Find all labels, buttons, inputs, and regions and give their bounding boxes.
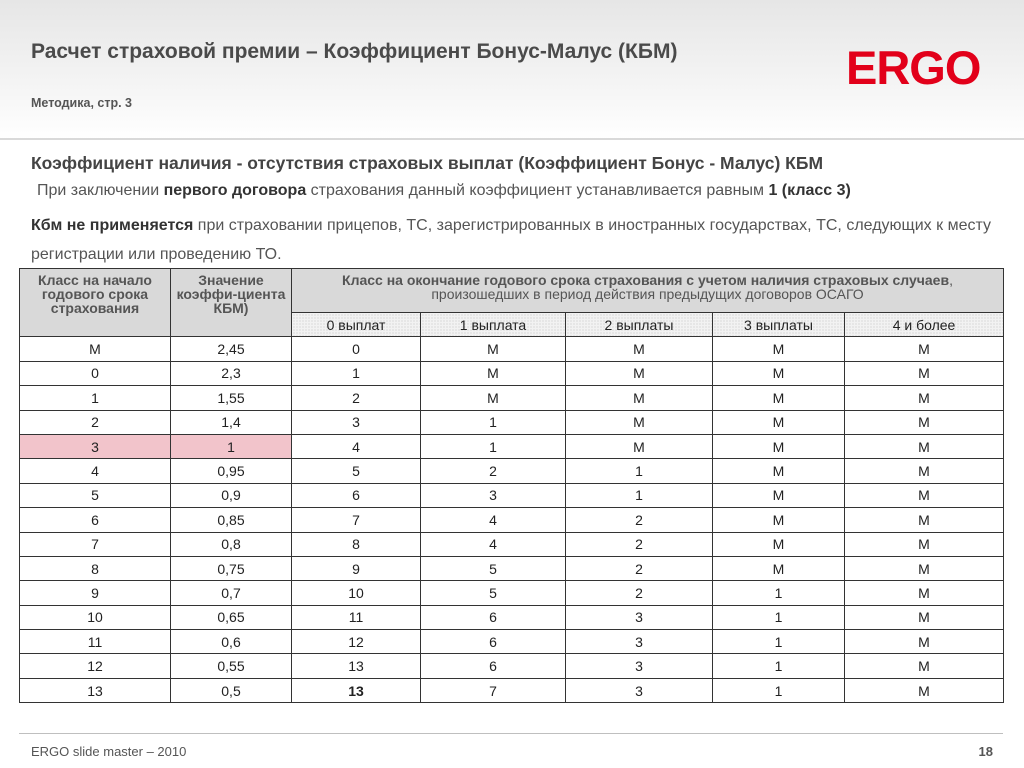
- table-row: [20, 532, 1004, 556]
- table-row: [20, 434, 1004, 458]
- table-cell: 0,65: [171, 605, 292, 629]
- section-heading: Коэффициент наличия - отсутствия страховых выплат (Коэффициент Бонус - Малус) КБМ: [31, 153, 824, 173]
- table-cell: 3: [292, 410, 421, 434]
- table-cell: 11: [292, 605, 421, 629]
- table-row: [20, 410, 1004, 434]
- table-cell: 3: [566, 678, 713, 702]
- table-cell: М: [713, 508, 845, 532]
- table-cell: 7: [292, 508, 421, 532]
- table-cell: 2: [421, 459, 566, 483]
- table-cell: 9: [292, 556, 421, 580]
- table-cell: 0: [292, 337, 421, 361]
- table-cell: М: [566, 410, 713, 434]
- table-cell: 0,8: [171, 532, 292, 556]
- table-cell: М: [566, 361, 713, 385]
- table-cell: М: [845, 337, 1004, 361]
- table-cell: М: [713, 459, 845, 483]
- table-cell: М: [845, 459, 1004, 483]
- table-cell: М: [713, 556, 845, 580]
- footer-text: ERGO slide master – 2010: [31, 744, 187, 759]
- table-cell: 3: [421, 483, 566, 507]
- table-cell: М: [421, 386, 566, 410]
- table-cell: 4: [421, 508, 566, 532]
- p1-bold-b: первого договора: [163, 182, 307, 199]
- table-cell: М: [421, 361, 566, 385]
- first-contract-paragraph: [37, 182, 851, 200]
- table-cell: М: [845, 483, 1004, 507]
- not-applied-paragraph: [31, 211, 991, 269]
- col-header-kbm-value: Значение коэффи-циента КБМ): [171, 269, 292, 337]
- table-cell: М: [845, 556, 1004, 580]
- table-cell: 6: [421, 630, 566, 654]
- table-cell: М: [713, 386, 845, 410]
- table-cell: 6: [421, 605, 566, 629]
- table-cell: 8: [292, 532, 421, 556]
- table-cell: М: [845, 605, 1004, 629]
- table-cell: 2: [20, 410, 171, 434]
- subheader-claims-1: 1 выплата: [421, 313, 566, 337]
- table-cell: 1: [713, 581, 845, 605]
- ergo-logo: ERGO: [846, 41, 981, 94]
- table-cell: 6: [421, 654, 566, 678]
- table-cell: 2: [566, 508, 713, 532]
- table-cell: М: [713, 361, 845, 385]
- group-header-bold: Класс на окончание годового срока страхования с учетом наличия страховых случаев: [342, 272, 950, 288]
- table-cell: 3: [566, 605, 713, 629]
- table-cell: 5: [20, 483, 171, 507]
- slide-subtitle: Методика, стр. 3: [31, 96, 133, 110]
- table-cell: 1,4: [171, 410, 292, 434]
- table-cell: 2,45: [171, 337, 292, 361]
- table-row: [20, 678, 1004, 702]
- table-cell: 4: [20, 459, 171, 483]
- table-cell: М: [845, 434, 1004, 458]
- table-cell: М: [845, 386, 1004, 410]
- table-cell: М: [713, 434, 845, 458]
- table-cell: 13: [292, 654, 421, 678]
- table-row: [20, 337, 1004, 361]
- slide-title: Расчет страховой премии – Коэффициент Бонус-Малус (КБМ): [31, 40, 678, 63]
- table-cell: 6: [292, 483, 421, 507]
- table-cell: 5: [421, 581, 566, 605]
- table-cell: М: [845, 630, 1004, 654]
- table-cell: 8: [20, 556, 171, 580]
- table-cell: 6: [20, 508, 171, 532]
- p2-text-b: при страховании прицепов, ТС, зарегистрированных в иностранных государствах, ТС, следующих к месту регистрации или проведению ТО.: [31, 217, 991, 263]
- table-cell: 3: [566, 630, 713, 654]
- table-cell: 10: [20, 605, 171, 629]
- table-cell: 0,85: [171, 508, 292, 532]
- table-cell: 13: [20, 678, 171, 702]
- table-cell: М: [566, 386, 713, 410]
- table-row: [20, 556, 1004, 580]
- table-cell: 7: [421, 678, 566, 702]
- table-cell: 1: [713, 605, 845, 629]
- subheader-claims-0: 0 выплат: [292, 313, 421, 337]
- table-row: [20, 361, 1004, 385]
- table-row: [20, 483, 1004, 507]
- table-cell: 1: [421, 434, 566, 458]
- table-cell: 1: [292, 361, 421, 385]
- table-cell: М: [845, 654, 1004, 678]
- table-body: [20, 337, 1004, 703]
- p2-bold-a: Кбм не применяется: [31, 217, 194, 234]
- table-cell: 0,6: [171, 630, 292, 654]
- table-cell: 1: [713, 678, 845, 702]
- subheader-claims-4: 4 и более: [845, 313, 1004, 337]
- table-cell: 1: [20, 386, 171, 410]
- table-cell: 0,7: [171, 581, 292, 605]
- table-row: [20, 459, 1004, 483]
- table-cell: М: [845, 581, 1004, 605]
- table-cell: М: [713, 483, 845, 507]
- table-row: [20, 630, 1004, 654]
- table-cell: М: [845, 508, 1004, 532]
- table-cell: 11: [20, 630, 171, 654]
- table-row: [20, 508, 1004, 532]
- table-cell: 2: [566, 581, 713, 605]
- table-cell: 1: [171, 434, 292, 458]
- group-header-end-class: [292, 269, 1004, 313]
- table-cell: 4: [292, 434, 421, 458]
- table-row: [20, 386, 1004, 410]
- table-cell: 0,95: [171, 459, 292, 483]
- table-cell: 12: [292, 630, 421, 654]
- table-row: [20, 605, 1004, 629]
- table-cell: 0,75: [171, 556, 292, 580]
- table-cell: М: [421, 337, 566, 361]
- table-cell: М: [713, 410, 845, 434]
- header-divider: [0, 138, 1024, 140]
- table-cell: 7: [20, 532, 171, 556]
- table-cell: 1: [566, 459, 713, 483]
- table-cell: 5: [292, 459, 421, 483]
- p1-bold-d: 1 (класс 3): [768, 182, 851, 199]
- table-cell: 2: [566, 532, 713, 556]
- table-cell: 1,55: [171, 386, 292, 410]
- table-cell: М: [713, 532, 845, 556]
- table-cell: М: [845, 410, 1004, 434]
- table-cell: М: [566, 337, 713, 361]
- table-row: [20, 581, 1004, 605]
- table-cell: 2: [566, 556, 713, 580]
- footer-divider: [19, 733, 1003, 734]
- table-cell: 0,9: [171, 483, 292, 507]
- table-cell: 13: [292, 678, 421, 702]
- table-cell: 2,3: [171, 361, 292, 385]
- table-cell: М: [713, 337, 845, 361]
- table-cell: 9: [20, 581, 171, 605]
- table-cell: М: [845, 678, 1004, 702]
- subheader-claims-3: 3 выплаты: [713, 313, 845, 337]
- table-row: [20, 654, 1004, 678]
- table-cell: 5: [421, 556, 566, 580]
- table-cell: М: [20, 337, 171, 361]
- col-header-start-class: Класс на начало годового срока страхования: [20, 269, 171, 337]
- table-cell: М: [566, 434, 713, 458]
- table-cell: 1: [713, 630, 845, 654]
- p1-text-c: страхования данный коэффициент устанавливается равным: [306, 182, 769, 199]
- page-number: 18: [978, 744, 993, 759]
- subheader-claims-2: 2 выплаты: [566, 313, 713, 337]
- table-cell: 12: [20, 654, 171, 678]
- table-cell: 4: [421, 532, 566, 556]
- table-cell: 2: [292, 386, 421, 410]
- table-cell: 3: [566, 654, 713, 678]
- p1-text-a: При заключении: [37, 182, 164, 199]
- table-cell: 0,55: [171, 654, 292, 678]
- table-cell: 10: [292, 581, 421, 605]
- group-header-normal: , произошедших в период действия предыдущих договоров ОСАГО: [431, 272, 953, 302]
- table-cell: М: [845, 361, 1004, 385]
- table-cell: 1: [421, 410, 566, 434]
- table-cell: 1: [713, 654, 845, 678]
- table-cell: 1: [566, 483, 713, 507]
- table-cell: М: [845, 532, 1004, 556]
- kbm-table: [19, 268, 1004, 703]
- table-cell: 3: [20, 434, 171, 458]
- table-cell: 0,5: [171, 678, 292, 702]
- table-cell: 0: [20, 361, 171, 385]
